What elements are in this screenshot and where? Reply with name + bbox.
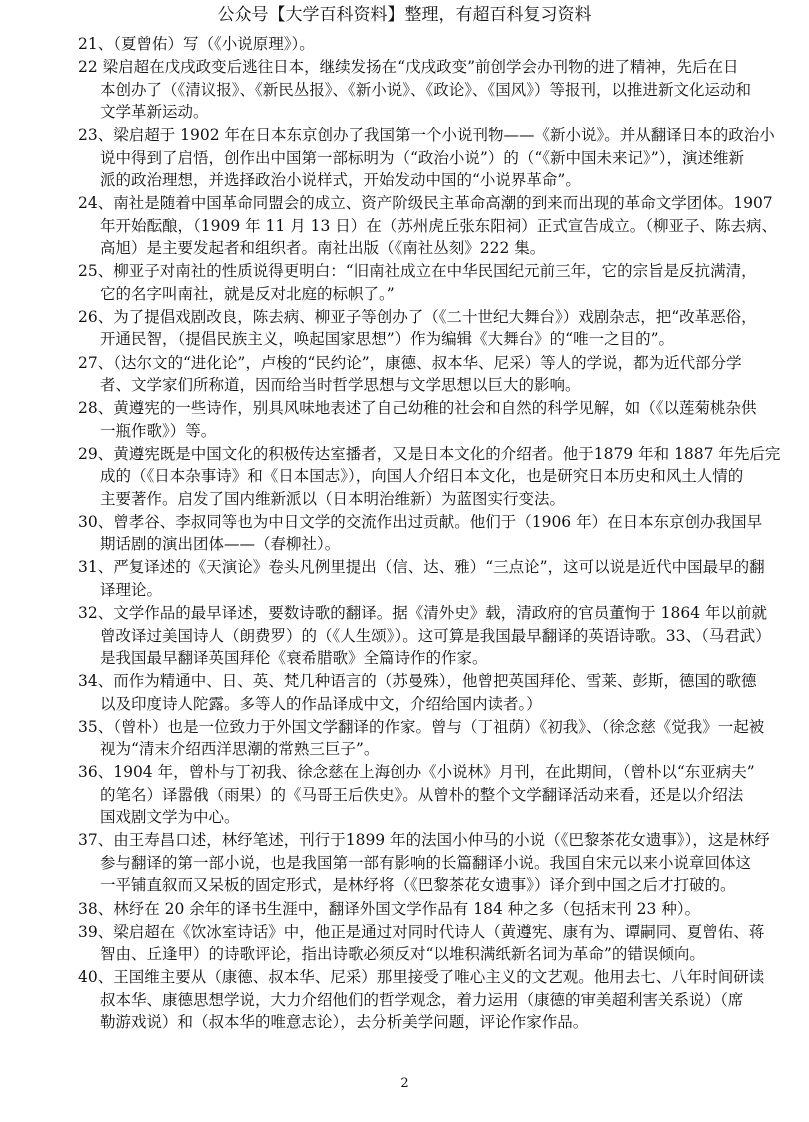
text-line: 26、为了提倡戏剧改良，陈去病、柳亚子等创办了（《二十世纪大舞台》）戏剧杂志，把“改革恶俗，: [78, 307, 757, 326]
list-item: [78, 898, 750, 921]
text-line: 期话剧的演出团体——（春柳社）。: [100, 535, 341, 554]
text-line: 29、黄遵宪既是中国文化的积极传达室播者，又是日本文化的介绍者。他于1879 年和 1887 年先后完: [78, 444, 781, 463]
text-line: 38、林纾在 20 余年的译书生涯中，翻译外国文学作品有 184 种之多（包括末刊 23 种）。: [78, 899, 701, 918]
text-line: 主要著作。启发了国内维新派以（日本明治维新）为蓝图实行变法。: [100, 489, 566, 508]
text-line: 22 梁启超在戊戌政变后逃往日本，继续发扬在“戊戌政变”前创学会办刊物的进了精神，先后在日: [78, 58, 739, 77]
text-line: 智由、丘逢甲）的诗歌评论，指出诗歌必须反对“以堆积满纸新名词为革命”的错误倾向。: [100, 945, 705, 964]
text-line: 35、（曾朴）也是一位致力于外国文学翻译的作家。曾与（丁祖荫）《初我》、（徐念慈《觉我》一起被: [78, 717, 765, 736]
text-line: 30、曾孝谷、李叔同等也为中日文学的交流作出过贡献。他们于（1906 年）在日本东京创办我国早: [78, 512, 763, 531]
list-item: [78, 716, 765, 761]
text-line: 勒游戏说）和（叔本华的唯意志论），去分析美学问题，评论作家作品。: [100, 1013, 589, 1032]
list-item: [78, 966, 765, 1034]
text-line: 开通民智，（提倡民族主义，唤起国家思想”）作为编辑《大舞台》的“唯一之目的”。: [100, 330, 675, 349]
text-line: 它的名字叫南社，就是反对北庭的标帜了。”: [100, 284, 395, 303]
list-item: [78, 761, 755, 829]
text-line: 28、黄遵宪的一些诗作，别具风味地表述了自己幼稚的社会和自然的科学见解，如（《以莲菊桃杂供: [78, 399, 757, 418]
text-line: 34、而作为精通中、日、英、梵几种语言的（苏曼殊），他曾把英国拜伦、雪莱、彭斯，德国的歌德: [78, 672, 757, 691]
text-line: 21、（夏曾佑）写（《小说原理》）。: [78, 35, 315, 53]
list-item: [78, 192, 778, 260]
text-line: 译理论。: [100, 580, 163, 599]
list-item: [78, 556, 765, 601]
text-line: 视为“清末介绍西洋思潮的常熟三巨子”。: [100, 740, 380, 759]
text-line: 31、严复译述的《天演论》卷头凡例里提出（信、达、雅）“三点论”，这可以说是近代中国最早的翻: [78, 558, 765, 577]
text-line: 37、由王寿昌口述，林纾笔述，刊行于1899 年的法国小仲马的小说（《巴黎茶花女遗事》），这是林纾: [78, 831, 770, 850]
text-line: 一平铺直叙而又呆板的固定形式，是林纾将（《巴黎茶花女遗事》）译介到中国之后才打破的。: [100, 876, 736, 895]
list-item: [78, 511, 763, 556]
text-line: 39、梁启超在《饮冰室诗话》中，他正是通过对同时代诗人（黄遵宪、康有为、谭嗣同、夏曾佑、蒋: [78, 922, 765, 941]
list-item: [78, 602, 771, 670]
page-number: 2: [400, 1076, 409, 1091]
page-header: 公众号【大学百科资料】整理，有超百科复习资料: [217, 5, 592, 25]
list-item: [78, 352, 750, 397]
list-item: [78, 33, 750, 56]
list-item: [78, 443, 781, 511]
list-item: [78, 306, 757, 351]
text-line: 以及印度诗人陀露。多等人的作品译成中文，介绍给国内读者。）: [100, 694, 542, 713]
text-line: 成的（《日本杂事诗》和《日本国志》），向国人介绍日本文化，也是研究日本历史和风土人情的: [100, 467, 744, 486]
list-item: [78, 260, 757, 305]
document-body: [78, 33, 781, 1034]
text-line: 25、柳亚子对南社的性质说得更明白：“旧南社成立在中华民国纪元前三年，它的宗旨是反抗满清，: [78, 262, 757, 281]
list-item: [78, 829, 770, 897]
text-line: 说中得到了启悟，创作出中国第一部标明为（“政治小说”）的（“《新中国未来记》”），演述维新: [100, 148, 744, 167]
text-line: 27、（达尔文的“进化论”，卢梭的“民约论”，康德、叔本华、尼采）等人的学说，都为近代部分学: [78, 353, 742, 372]
list-item: [78, 921, 765, 966]
list-item: [78, 56, 750, 124]
list-item: [78, 670, 757, 715]
text-line: 32、文学作品的最早译述，要数诗歌的翻译。据《清外史》载，清政府的官员董恂于 1864 年以前就: [78, 604, 768, 623]
text-line: 叔本华、康德思想学说，大力介绍他们的哲学观念，着力运用（康德的审美超利害关系说）（席: [100, 990, 744, 1009]
text-line: 23、梁启超于 1902 年在日本东京创办了我国第一个小说刊物——《新小说》。并从翻译日本的政治小: [78, 126, 775, 145]
text-line: 的笔名）译嚣俄（雨果）的《马哥王后佚史》。从曾朴的整个文学翻译活动来看，还是以介绍法: [100, 785, 744, 804]
list-item: [78, 397, 757, 442]
text-line: 40、王国维主要从（康德、叔本华、尼采）那里接受了唯心主义的文艺观。他用去七、八年时间研读: [78, 968, 765, 987]
text-line: 24、南社是随着中国革命同盟会的成立、资产阶级民主革命高潮的到来而出现的革命文学团体。1907: [78, 194, 773, 213]
text-line: 高旭）是主要发起者和组织者。南社出版（《南社丛刻》222 集。: [100, 239, 546, 258]
text-line: 一瓶作歌》）等。: [100, 421, 217, 440]
text-line: 文学革新运动。: [100, 103, 209, 122]
text-line: 36、1904 年，曾朴与丁初我、徐念慈在上海创办《小说林》月刊，在此期间，（曾朴以“东亚病夫”: [78, 763, 755, 782]
list-item: [78, 124, 775, 192]
text-line: 本创办了（《清议报》、《新民丛报》、《新小说》、《政论》、《国风》）等报刊，以推进新文化运动和: [100, 80, 752, 99]
text-line: 曾改译过美国诗人（朗费罗）的（《人生颂》）。这可算是我国最早翻译的英语诗歌。33、（马君武）: [100, 626, 771, 645]
text-line: 国戏剧文学为中心。: [100, 808, 240, 827]
text-line: 年开始酝酿，（1909 年 11 月 13 日）在（苏州虎丘张东阳祠）正式宣告成立。（柳亚子、陈去病、: [100, 216, 778, 235]
text-line: 是我国最早翻译英国拜伦《衰希腊歌》全篇诗作的作家。: [100, 649, 488, 668]
text-line: 派的政治理想，并选择政治小说样式，开始发动中国的“小说界革命”。: [100, 171, 581, 190]
text-line: 参与翻译的第一部小说，也是我国第一部有影响的长篇翻译小说。我国自宋元以来小说章回体这: [100, 853, 752, 872]
text-line: 者、文学家们所称道，因而给当时哲学思想与文学思想以巨大的影响。: [100, 376, 581, 395]
